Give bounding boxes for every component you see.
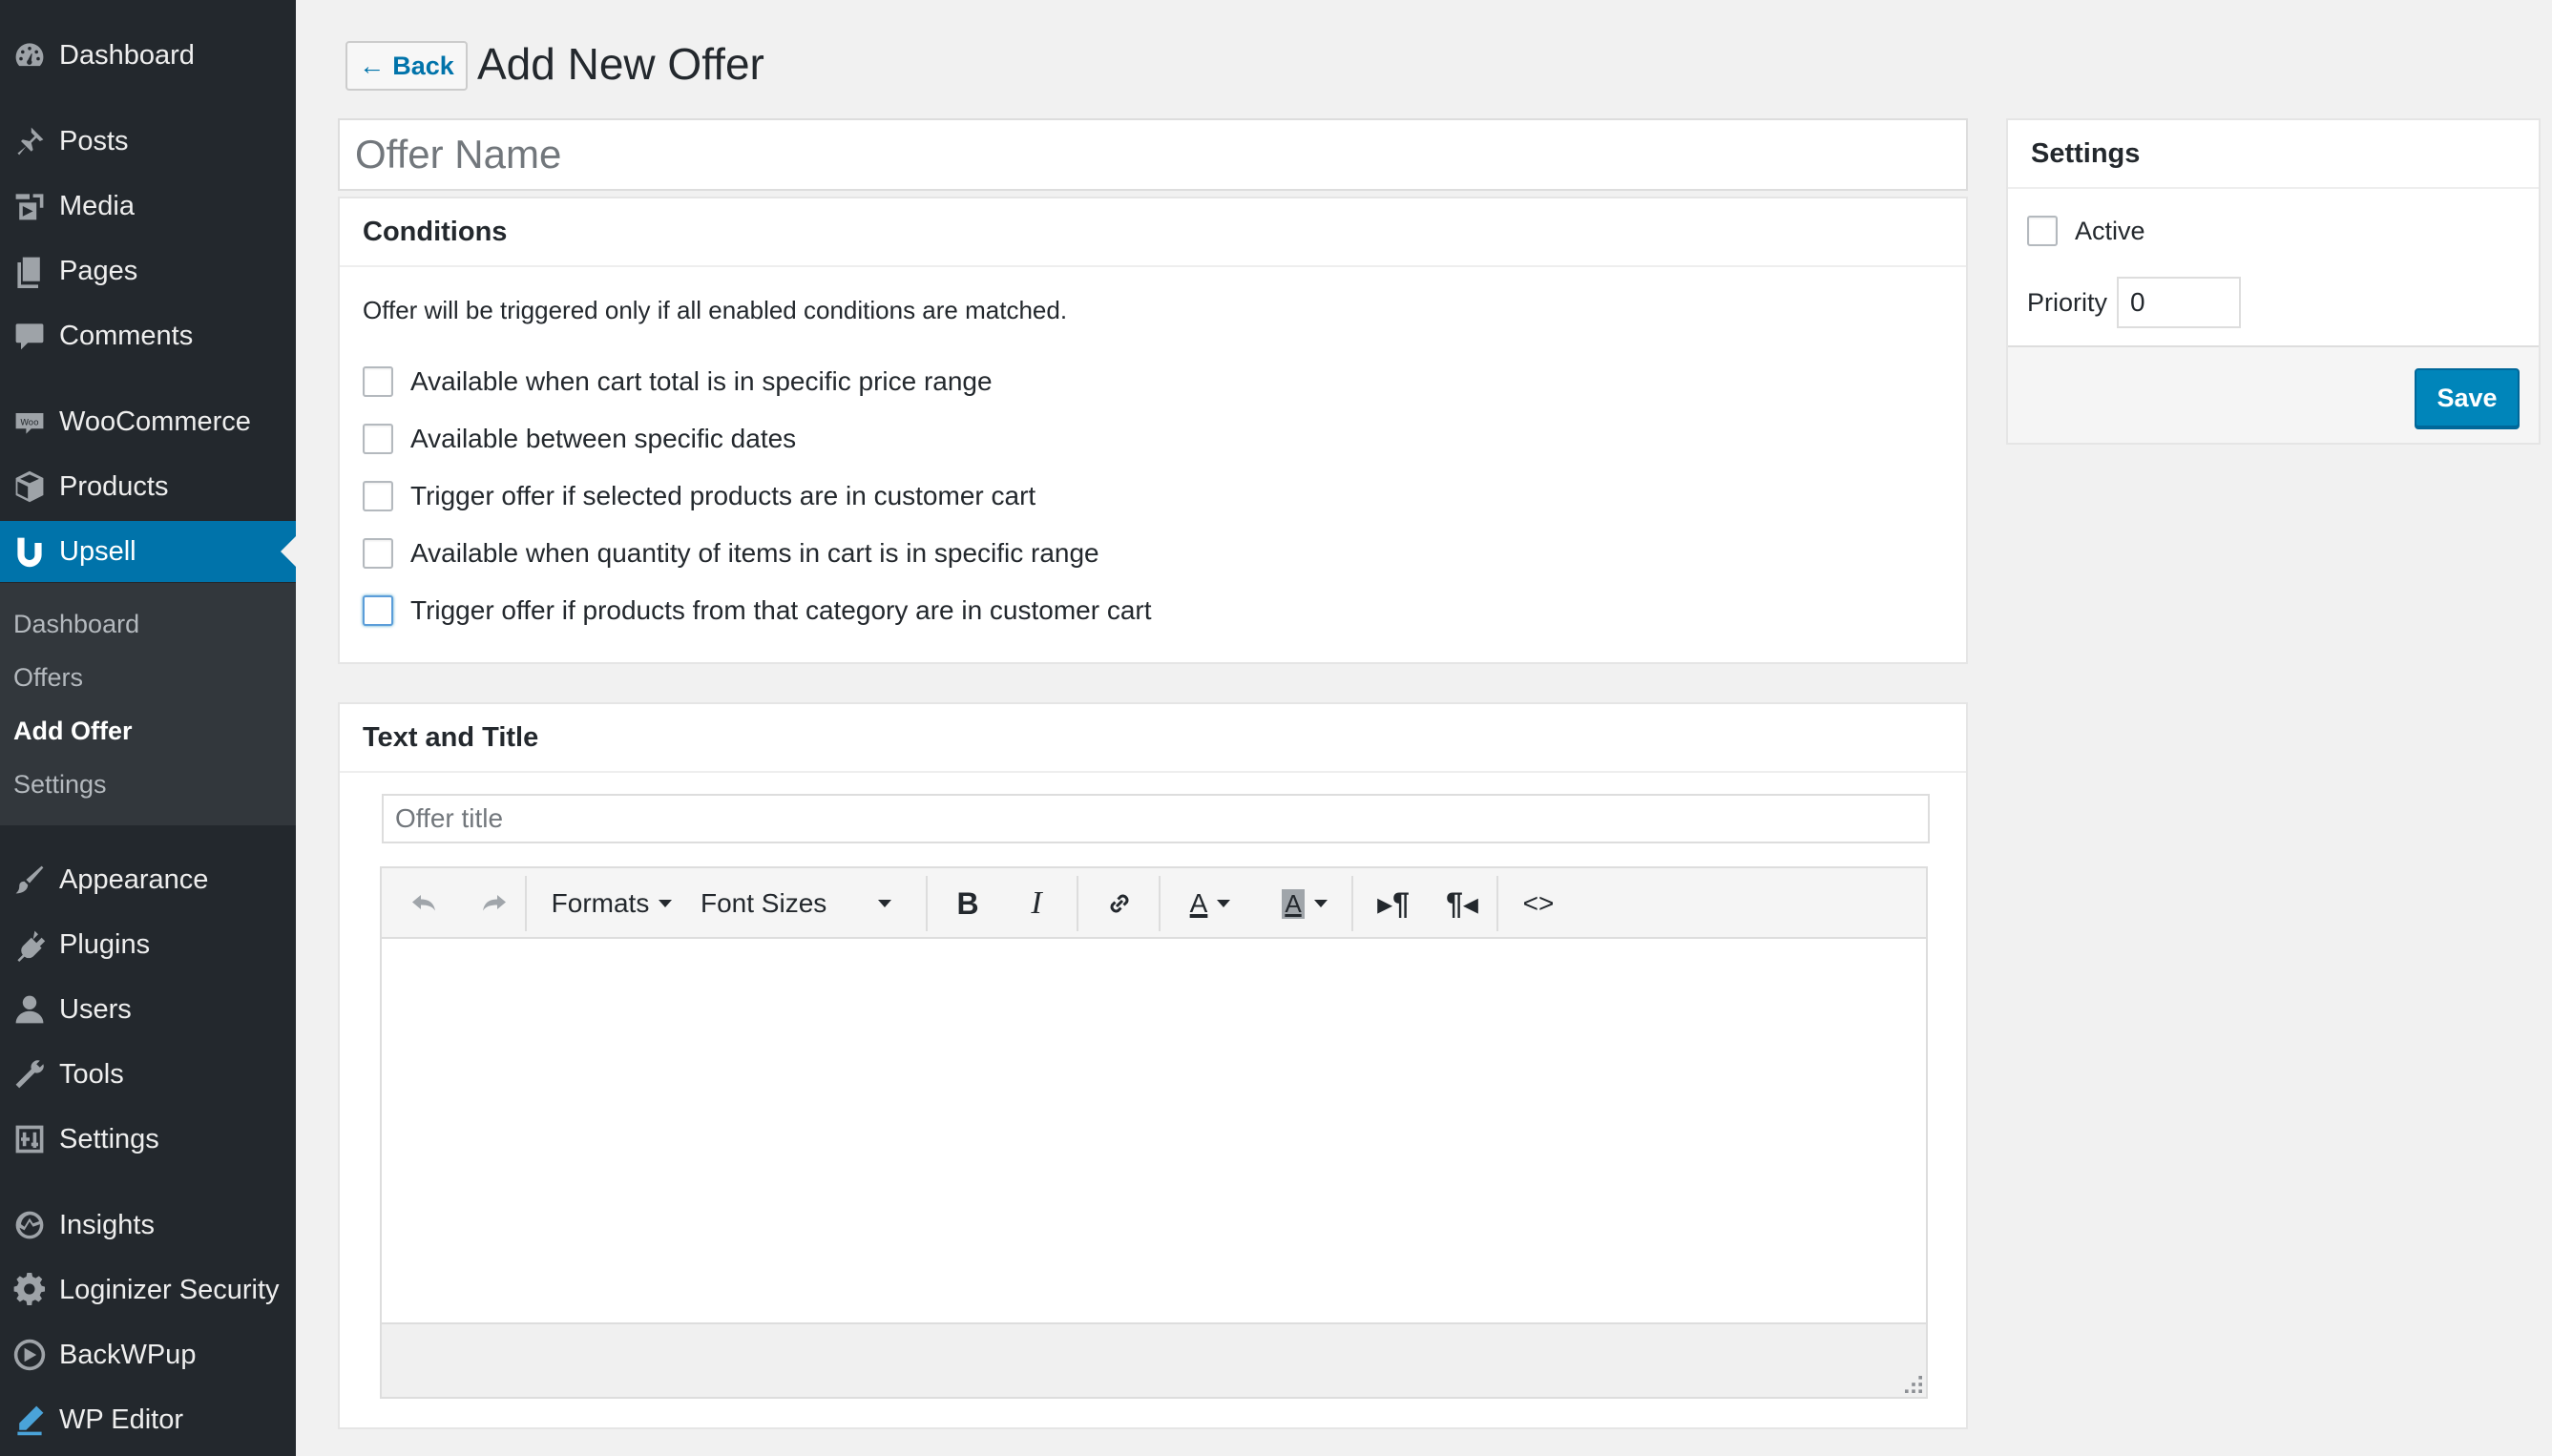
- conditions-panel: [338, 197, 1968, 664]
- editor-content-area[interactable]: [382, 939, 1926, 1322]
- settings-footer: [2008, 345, 2539, 443]
- sidebar-item-label: Media: [59, 190, 135, 221]
- woo-icon: [0, 405, 59, 439]
- back-label: Back: [392, 51, 454, 80]
- pencil-icon: [0, 1403, 59, 1437]
- resize-handle-icon[interactable]: [1905, 1376, 1922, 1393]
- media-icon: [0, 189, 59, 223]
- pages-icon: [0, 254, 59, 288]
- conditions-description: Offer will be triggered only if all enabled conditions are matched.: [363, 296, 1068, 324]
- admin-sidebar: [0, 0, 296, 1456]
- sidebar-item-label: Comments: [59, 320, 194, 351]
- sidebar-item-pages[interactable]: [0, 240, 296, 302]
- sidebar-item-label: BackWPup: [59, 1339, 197, 1370]
- sidebar-item-label: Insights: [59, 1209, 155, 1240]
- submenu-item-offers[interactable]: Offers: [13, 663, 84, 692]
- priority-row: [2027, 277, 2241, 328]
- sidebar-item-insights[interactable]: [0, 1195, 296, 1256]
- settings-title: Settings: [2008, 120, 2539, 189]
- sidebar-item-label: Loginizer Security: [59, 1274, 280, 1305]
- sidebar-item-backwpup[interactable]: [0, 1324, 296, 1385]
- sidebar-item-label: Plugins: [59, 928, 151, 960]
- rtl-button[interactable]: [1432, 868, 1493, 939]
- checkbox[interactable]: [363, 424, 393, 454]
- settings-panel: [2006, 118, 2541, 445]
- text-title-panel: [338, 702, 1968, 1429]
- sidebar-item-tools[interactable]: [0, 1044, 296, 1105]
- chevron-down-icon: [659, 900, 672, 907]
- editor-statusbar: [382, 1322, 1926, 1397]
- condition-label: Available between specific dates: [410, 424, 797, 453]
- background-color-icon: A: [1282, 889, 1304, 919]
- sidebar-item-label: Upsell: [59, 535, 136, 567]
- sidebar-item-settings[interactable]: [0, 1109, 296, 1170]
- upsell-submenu: [0, 583, 296, 825]
- toolbar-separator: [1496, 876, 1498, 931]
- sidebar-item-posts[interactable]: [0, 111, 296, 172]
- checkbox[interactable]: [363, 538, 393, 569]
- conditions-title: Conditions: [340, 198, 1966, 267]
- sidebar-item-media[interactable]: [0, 176, 296, 237]
- save-button[interactable]: Save: [2415, 368, 2520, 427]
- page-title: Add New Offer: [477, 39, 764, 89]
- chevron-down-icon: [1314, 900, 1328, 907]
- offer-name-input[interactable]: [338, 118, 1968, 191]
- sidebar-item-upsell[interactable]: [0, 521, 296, 582]
- sidebar-item-appearance[interactable]: [0, 849, 296, 910]
- text-color-icon: A: [1189, 888, 1208, 918]
- submenu-item-add-offer[interactable]: Add Offer: [13, 717, 133, 745]
- undo-icon: [409, 889, 438, 918]
- offer-title-input[interactable]: [382, 794, 1930, 843]
- submenu-item-settings[interactable]: Settings: [13, 770, 107, 799]
- condition-label: Available when quantity of items in cart is in specific range: [410, 538, 1099, 568]
- code-icon: <>: [1522, 888, 1555, 918]
- sidebar-item-label: Posts: [59, 125, 129, 156]
- sidebar-item-products[interactable]: [0, 456, 296, 517]
- link-icon: [1105, 889, 1134, 918]
- checkbox[interactable]: [363, 481, 393, 511]
- sidebar-item-users[interactable]: [0, 979, 296, 1040]
- link-button[interactable]: [1086, 868, 1153, 939]
- condition-selected-products[interactable]: [363, 481, 1035, 511]
- paragraph-ltr-icon: ▸¶: [1377, 886, 1410, 921]
- comment-icon: [0, 319, 59, 353]
- sidebar-item-wp-editor[interactable]: [0, 1389, 296, 1450]
- sidebar-item-woocommerce[interactable]: [0, 391, 296, 452]
- insights-icon: [0, 1208, 59, 1242]
- bold-icon: B: [956, 885, 979, 921]
- brush-icon: [0, 863, 59, 897]
- backup-icon: [0, 1338, 59, 1372]
- toolbar-separator: [525, 876, 527, 931]
- redo-icon: [480, 889, 509, 918]
- sidebar-item-label: Pages: [59, 255, 138, 286]
- toolbar-separator: [1077, 876, 1078, 931]
- sidebar-item-label: Appearance: [59, 863, 209, 895]
- italic-icon: I: [1031, 885, 1042, 921]
- source-code-button[interactable]: [1508, 868, 1569, 939]
- sidebar-item-label: Users: [59, 993, 132, 1025]
- user-icon: [0, 992, 59, 1027]
- pin-icon: [0, 124, 59, 158]
- condition-label: Available when cart total is in specific price range: [410, 366, 993, 396]
- bold-button[interactable]: [939, 868, 996, 939]
- formats-label: Formats: [551, 888, 650, 918]
- toolbar-separator: [1159, 876, 1161, 931]
- sidebar-item-label: Dashboard: [59, 39, 195, 71]
- text-color-button[interactable]: [1170, 868, 1250, 939]
- arrow-left-icon: ←: [359, 51, 386, 80]
- chevron-down-icon: [1217, 900, 1230, 907]
- text-title-heading: Text and Title: [340, 704, 1966, 773]
- submenu-item-dashboard[interactable]: Dashboard: [13, 610, 140, 638]
- gear-icon: [0, 1273, 59, 1307]
- active-label: Active: [2075, 216, 2145, 245]
- wrench-icon: [0, 1057, 59, 1092]
- settings-grid-icon: [0, 1122, 59, 1156]
- active-toggle[interactable]: [2027, 216, 2145, 246]
- editor-toolbar: [382, 868, 1926, 939]
- svg-text:Woo: Woo: [20, 418, 39, 428]
- plug-icon: [0, 927, 59, 962]
- paragraph-rtl-icon: ¶◂: [1446, 886, 1478, 921]
- condition-label: Trigger offer if selected products are in customer cart: [410, 481, 1036, 510]
- priority-input[interactable]: [2117, 277, 2241, 328]
- toolbar-separator: [1351, 876, 1353, 931]
- upsell-icon: [0, 534, 59, 569]
- background-color-button[interactable]: [1262, 868, 1348, 939]
- sidebar-item-label: WP Editor: [59, 1404, 184, 1435]
- font-sizes-label: Font Sizes: [701, 888, 827, 918]
- checkbox[interactable]: [363, 366, 393, 397]
- formats-dropdown[interactable]: [536, 868, 687, 939]
- active-checkbox[interactable]: [2027, 216, 2058, 246]
- condition-specific-dates[interactable]: [363, 424, 796, 454]
- sidebar-item-label: Products: [59, 470, 169, 502]
- priority-label: Priority: [2027, 287, 2108, 317]
- sidebar-item-dashboard[interactable]: [0, 25, 296, 86]
- sidebar-item-plugins[interactable]: [0, 914, 296, 975]
- checkbox[interactable]: [363, 595, 393, 626]
- box-icon: [0, 469, 59, 504]
- sidebar-item-loginizer-security[interactable]: [0, 1259, 296, 1321]
- redo-button[interactable]: [466, 868, 523, 939]
- condition-price-range[interactable]: [363, 366, 993, 397]
- font-sizes-dropdown[interactable]: [701, 868, 912, 939]
- sidebar-item-comments[interactable]: [0, 305, 296, 366]
- rich-text-editor: [380, 866, 1928, 1399]
- dashboard-icon: [0, 38, 59, 73]
- condition-label: Trigger offer if products from that category are in customer cart: [410, 595, 1152, 625]
- chevron-down-icon: [878, 900, 891, 907]
- sidebar-item-label: Tools: [59, 1058, 124, 1090]
- ltr-button[interactable]: [1363, 868, 1424, 939]
- toolbar-separator: [926, 876, 928, 931]
- sidebar-item-label: WooCommerce: [59, 406, 251, 437]
- italic-button[interactable]: [1008, 868, 1065, 939]
- undo-button[interactable]: [395, 868, 452, 939]
- condition-category[interactable]: [363, 595, 1152, 626]
- condition-quantity-range[interactable]: [363, 538, 1099, 569]
- sidebar-item-label: Settings: [59, 1123, 159, 1154]
- back-button[interactable]: [345, 41, 468, 91]
